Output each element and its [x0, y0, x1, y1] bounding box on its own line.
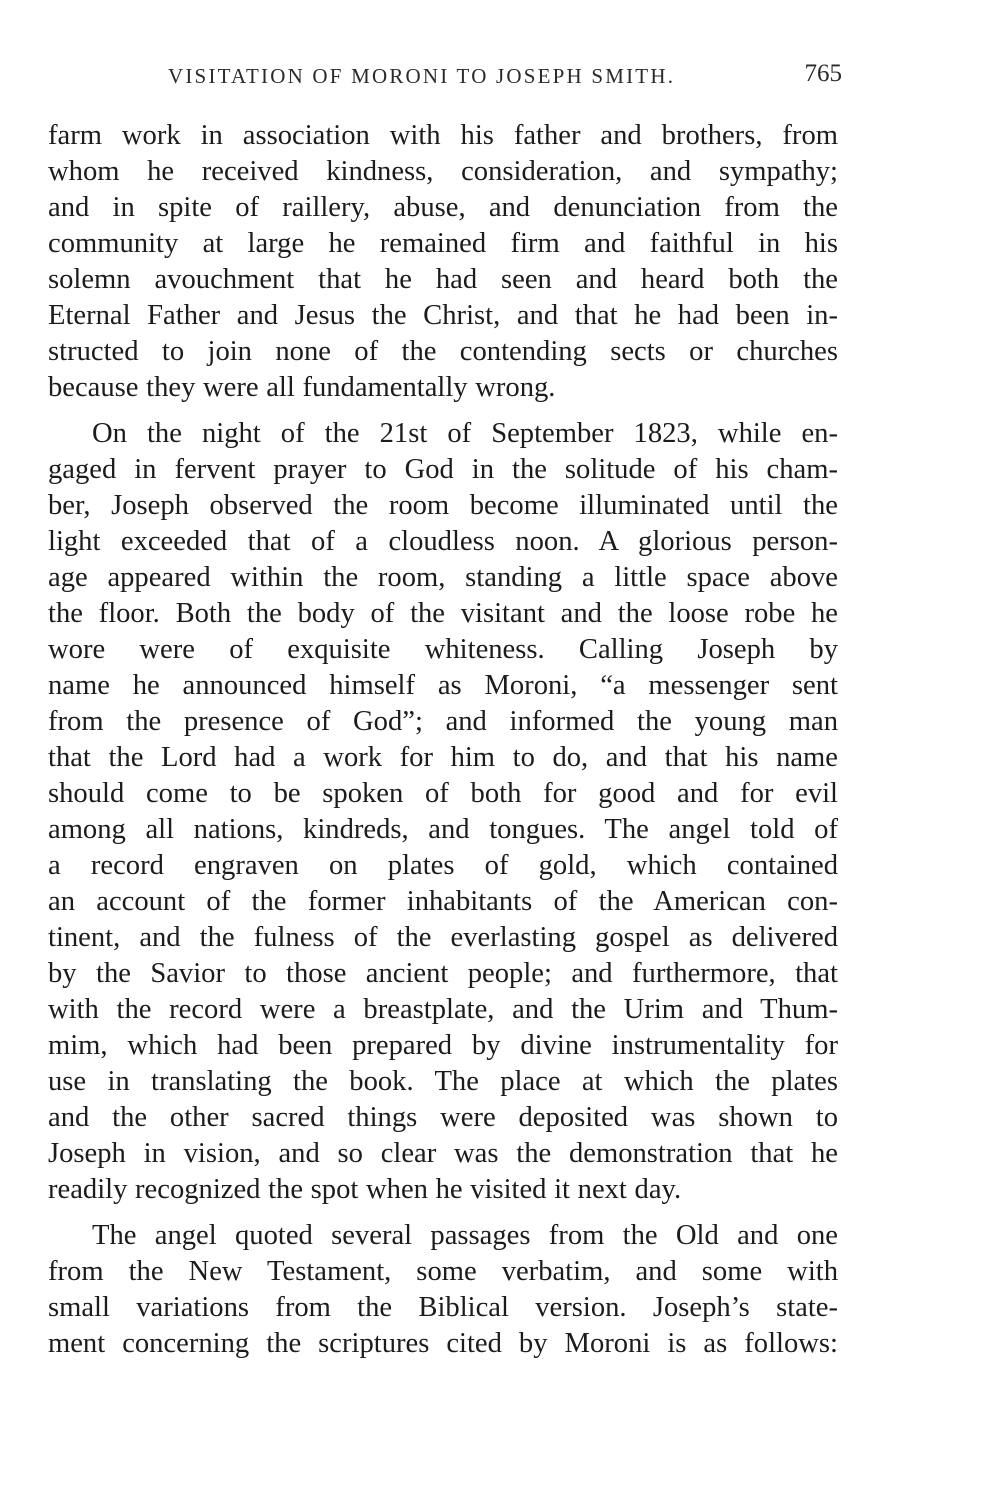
text-line: and in spite of raillery, abuse, and denunciation from the: [48, 192, 838, 223]
text-line: an account of the former inhabitants of the American con-: [48, 886, 838, 917]
text-line: should come to be spoken of both for good and for evil: [48, 778, 838, 809]
text-line: from the New Testament, some verbatim, and some with: [48, 1256, 838, 1287]
text-line: solemn avouchment that he had seen and heard both the: [48, 264, 838, 295]
book-page: [48, 56, 842, 1362]
text-line: name he announced himself as Moroni, “a messenger sent: [48, 670, 838, 701]
text-line: wore were of exquisite whiteness. Calling Joseph by: [48, 634, 838, 665]
text-line: The angel quoted several passages from the Old and one: [92, 1220, 838, 1251]
text-line: the floor. Both the body of the visitant and the loose robe he: [48, 598, 838, 629]
paragraph-2: [48, 416, 838, 1208]
running-head: [48, 56, 842, 96]
text-line: and the other sacred things were deposited was shown to: [48, 1102, 838, 1133]
text-line: ber, Joseph observed the room become illuminated until the: [48, 490, 838, 521]
text-line: a record engraven on plates of gold, which contained: [48, 850, 838, 881]
text-line: small variations from the Biblical version. Joseph’s state-: [48, 1292, 838, 1323]
text-line: with the record were a breastplate, and the Urim and Thum-: [48, 994, 838, 1025]
text-line: readily recognized the spot when he visited it next day.: [48, 1174, 682, 1205]
text-line: use in translating the book. The place at which the plates: [48, 1066, 838, 1097]
paragraph-1: [48, 118, 838, 406]
paragraph-3: [48, 1218, 838, 1362]
text-line: structed to join none of the contending sects or churches: [48, 336, 838, 367]
running-title: VISITATION OF MORONI TO JOSEPH SMITH.: [168, 64, 676, 88]
text-line: among all nations, kindreds, and tongues. The angel told of: [48, 814, 838, 845]
text-line: community at large he remained firm and faithful in his: [48, 228, 838, 259]
text-line: from the presence of God”; and informed the young man: [48, 706, 838, 737]
text-line: age appeared within the room, standing a little space above: [48, 562, 838, 593]
text-line: mim, which had been prepared by divine instrumentality for: [48, 1030, 838, 1061]
page-number: 765: [804, 60, 842, 87]
text-line: ment concerning the scriptures cited by Moroni is as follows:: [48, 1328, 838, 1359]
text-line: gaged in fervent prayer to God in the solitude of his cham-: [48, 454, 838, 485]
text-line: On the night of the 21st of September 1823, while en-: [92, 418, 838, 449]
text-line: light exceeded that of a cloudless noon. A glorious person-: [48, 526, 838, 557]
text-line: because they were all fundamentally wrong.: [48, 372, 556, 403]
text-line: Joseph in vision, and so clear was the demonstration that he: [48, 1138, 838, 1169]
text-line: tinent, and the fulness of the everlasting gospel as delivered: [48, 922, 838, 953]
text-line: Eternal Father and Jesus the Christ, and that he had been in-: [48, 300, 838, 331]
text-line: farm work in association with his father and brothers, from: [48, 120, 838, 151]
text-line: that the Lord had a work for him to do, and that his name: [48, 742, 838, 773]
text-line: whom he received kindness, consideration, and sympathy;: [48, 156, 838, 187]
text-line: by the Savior to those ancient people; and furthermore, that: [48, 958, 838, 989]
